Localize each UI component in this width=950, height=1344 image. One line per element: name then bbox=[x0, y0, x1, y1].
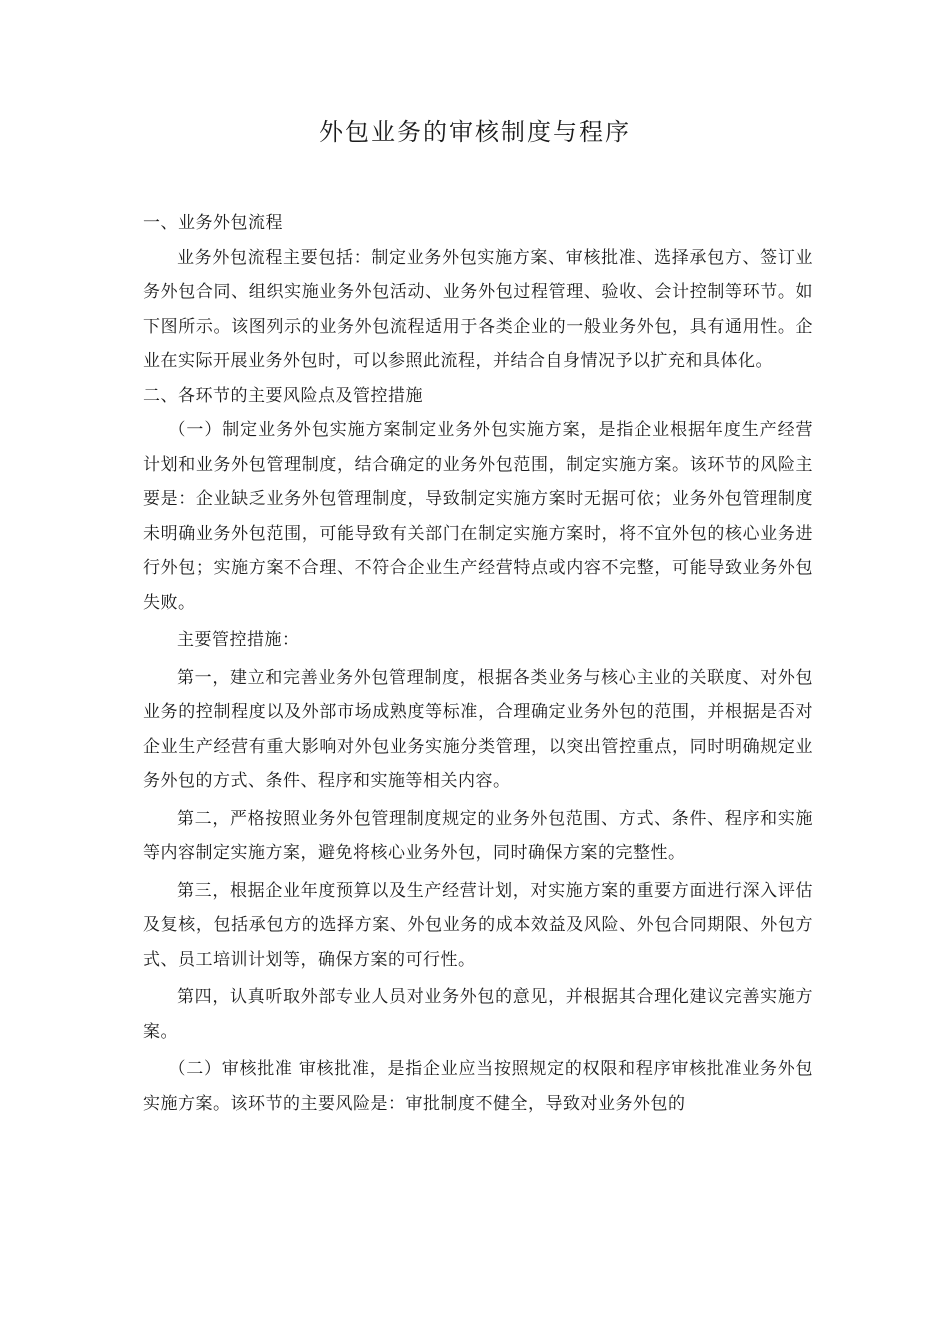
section-heading-1: 一、业务外包流程 bbox=[143, 213, 283, 233]
document-title: 外包业务的审核制度与程序 bbox=[319, 118, 631, 146]
section-heading-2: 二、各环节的主要风险点及管控措施 bbox=[143, 385, 423, 406]
paragraph-control-fourth: 第四，认真听取外部专业人员对业务外包的意见，并根据其合理化建议完善实施方案。 bbox=[143, 987, 813, 1042]
paragraph-control-first: 第一，建立和完善业务外包管理制度，根据各类业务与核心主业的关联度、对外包业务的控制程度以及外部市场成熟度等标准，合理确定业务外包的范围，并根据是否对企业生产经营有重大影响对外包业务实施分类管理，以突出管控重点，同时明确规定业务外包的方式、条件、程序和实施等相关内容。 bbox=[143, 667, 813, 791]
paragraph-control-second: 第二，严格按照业务外包管理制度规定的业务外包范围、方式、条件、程序和实施等内容制定实施方案，避免将核心业务外包，同时确保方案的完整性。 bbox=[143, 808, 813, 863]
paragraph-outsourcing-flow: 业务外包流程主要包括：制定业务外包实施方案、审核批准、选择承包方、签订业务外包合同、组织实施业务外包活动、业务外包过程管理、验收、会计控制等环节。如下图所示。该图列示的业务外包流程适用于各类企业的一般业务外包，具有通用性。企业在实际开展业务外包时，可以参照此流程，并结合自身情况予以扩充和具体化。 bbox=[143, 247, 813, 371]
document-body bbox=[143, 206, 813, 1121]
paragraph-controls-heading: 主要管控措施： bbox=[177, 630, 300, 650]
paragraph-plan-risks: （一）制定业务外包实施方案制定业务外包实施方案，是指企业根据年度生产经营计划和业务外包管理制度，结合确定的业务外包范围，制定实施方案。该环节的风险主要是：企业缺乏业务外包管理制度，导致制定实施方案时无据可依；业务外包管理制度未明确业务外包范围，可能导致有关部门在制定实施方案时，将不宜外包的核心业务进行外包；实施方案不合理、不符合企业生产经营特点或内容不完整，可能导致业务外包失败。 bbox=[143, 420, 813, 613]
paragraph-approval: （二）审核批准 审核批准，是指企业应当按照规定的权限和程序审核批准业务外包实施方案。该环节的主要风险是：审批制度不健全，导致对业务外包的 bbox=[143, 1059, 813, 1114]
paragraph-control-third: 第三，根据企业年度预算以及生产经营计划，对实施方案的重要方面进行深入评估及复核，包括承包方的选择方案、外包业务的成本效益及风险、外包合同期限、外包方式、员工培训计划等，确保方案的可行性。 bbox=[143, 880, 813, 970]
